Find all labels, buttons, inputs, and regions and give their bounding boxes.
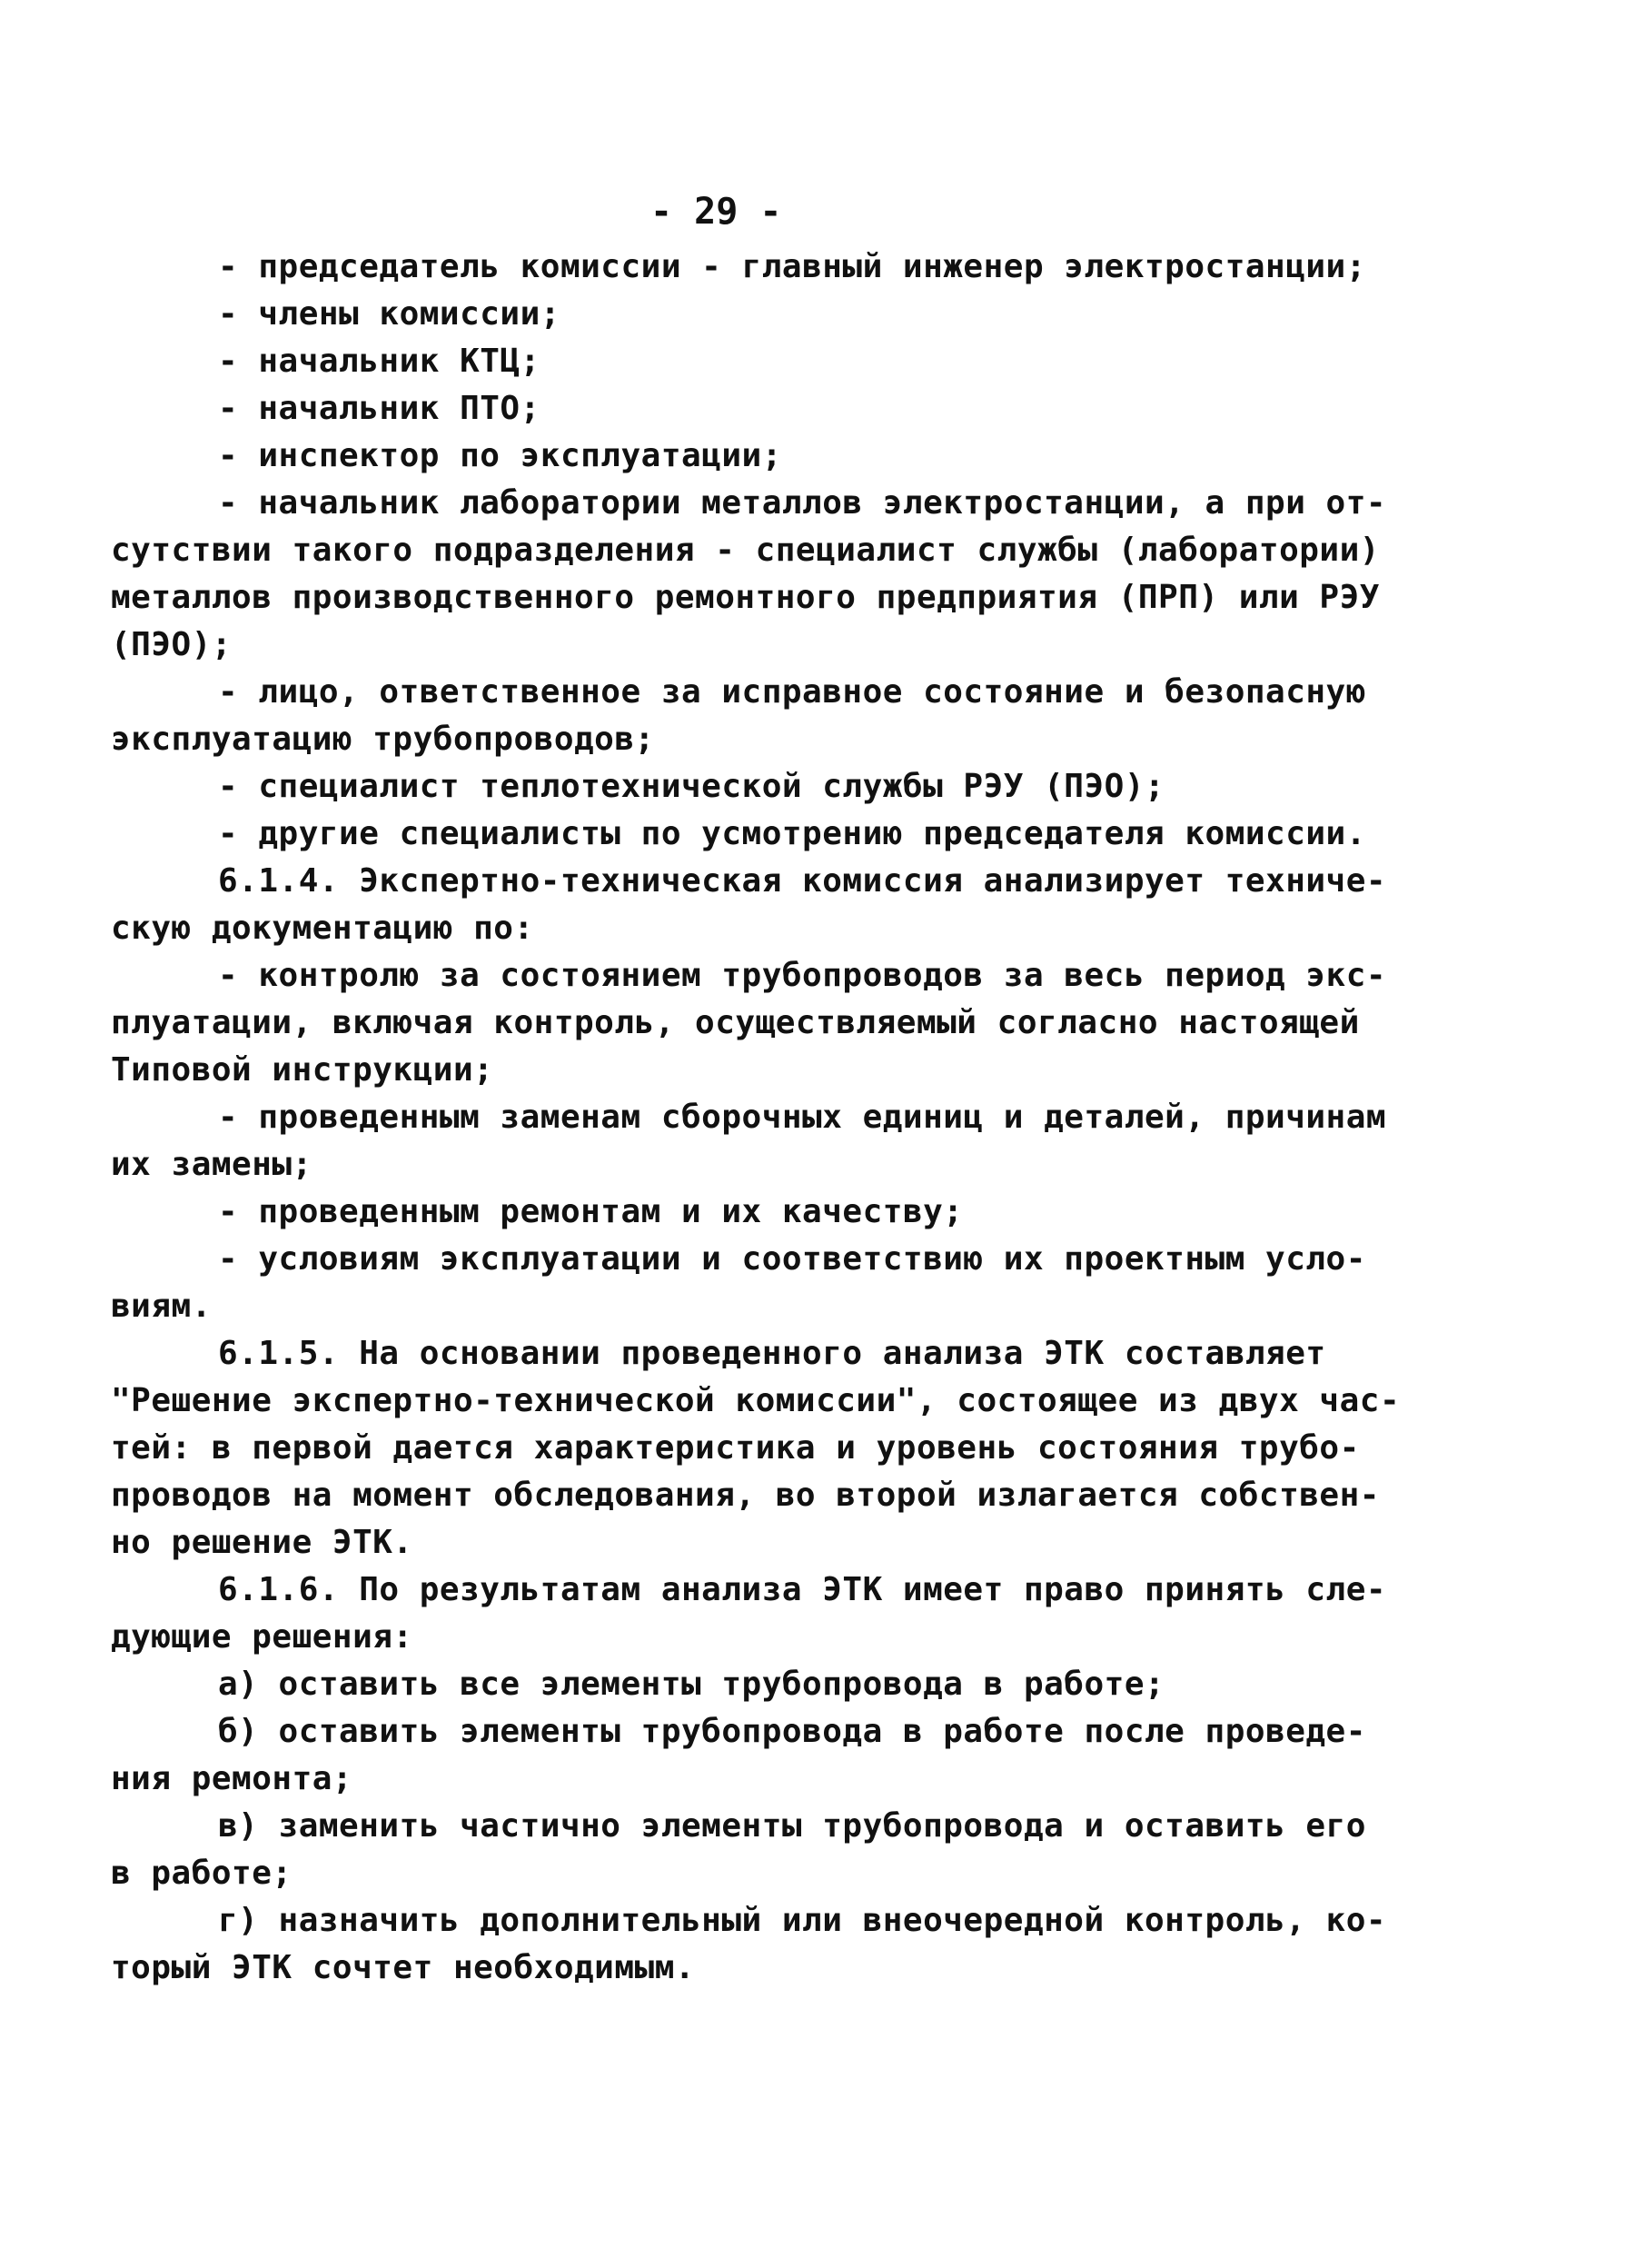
text-line: "Решение экспертно-технической комиссии", состоящее из двух час- <box>111 1382 1401 1419</box>
text-line: сутствии такого подразделения - специалист службы (лаборатории) <box>111 532 1380 569</box>
text-line: - лицо, ответственное за исправное состояние и безопасную <box>218 673 1366 711</box>
text-line: - проведенным заменам сборочных единиц и деталей, причинам <box>218 1099 1387 1136</box>
text-line: проводов на момент обследования, во второй излагается собствен- <box>111 1477 1380 1514</box>
text-line: - члены комиссии; <box>218 295 560 333</box>
text-line: тей: в первой дается характеристика и уровень состояния трубо- <box>111 1429 1360 1467</box>
text-line: - начальник ПТО; <box>218 390 540 427</box>
text-line: Типовой инструкции; <box>111 1051 494 1089</box>
text-line: (ПЭО); <box>111 626 233 663</box>
list-item-b: б) оставить элементы трубопровода в работе после проведе- <box>218 1713 1366 1750</box>
text-line: - контролю за состоянием трубопроводов за весь период экс- <box>218 957 1387 994</box>
text-line: дующие решения: <box>111 1618 413 1656</box>
text-line: скую документацию по: <box>111 910 534 947</box>
list-item-a: а) оставить все элементы трубопровода в работе; <box>218 1666 1165 1703</box>
text-line: - условиям эксплуатации и соответствию их проектным усло- <box>218 1240 1366 1278</box>
text-line: их замены; <box>111 1146 312 1183</box>
text-line: - специалист теплотехнической службы РЭУ (ПЭО); <box>218 768 1165 805</box>
text-line: - другие специалисты по усмотрению председателя комиссии. <box>218 815 1366 852</box>
text-line: ния ремонта; <box>111 1760 353 1797</box>
list-item-g: г) назначить дополнительный или внеочередной контроль, ко- <box>218 1902 1387 1939</box>
text-line: эксплуатацию трубопроводов; <box>111 721 655 758</box>
page-number: - 29 - <box>650 191 782 233</box>
text-line: но решение ЭТК. <box>111 1524 413 1561</box>
section-heading-line: 6.1.5. На основании проведенного анализа ЭТК составляет <box>218 1335 1326 1372</box>
text-line: - председатель комиссии - главный инженер электростанции; <box>218 248 1366 285</box>
text-line: плуатации, включая контроль, осуществляемый согласно настоящей <box>111 1004 1360 1041</box>
section-heading-line: 6.1.6. По результатам анализа ЭТК имеет право принять сле- <box>218 1571 1387 1608</box>
text-line: виям. <box>111 1288 212 1325</box>
text-line: - начальник лаборатории металлов электростанции, а при от- <box>218 484 1387 522</box>
text-line: в работе; <box>111 1855 292 1892</box>
text-line: - проведенным ремонтам и их качеству; <box>218 1193 964 1230</box>
text-line: - начальник КТЦ; <box>218 343 540 380</box>
text-line: - инспектор по эксплуатации; <box>218 437 782 474</box>
list-item-v: в) заменить частично элементы трубопровода и оставить его <box>218 1807 1366 1845</box>
section-heading-line: 6.1.4. Экспертно-техническая комиссия анализирует техниче- <box>218 862 1387 900</box>
text-line: металлов производственного ремонтного предприятия (ПРП) или РЭУ <box>111 579 1380 616</box>
text-line: торый ЭТК сочтет необходимым. <box>111 1949 696 1986</box>
